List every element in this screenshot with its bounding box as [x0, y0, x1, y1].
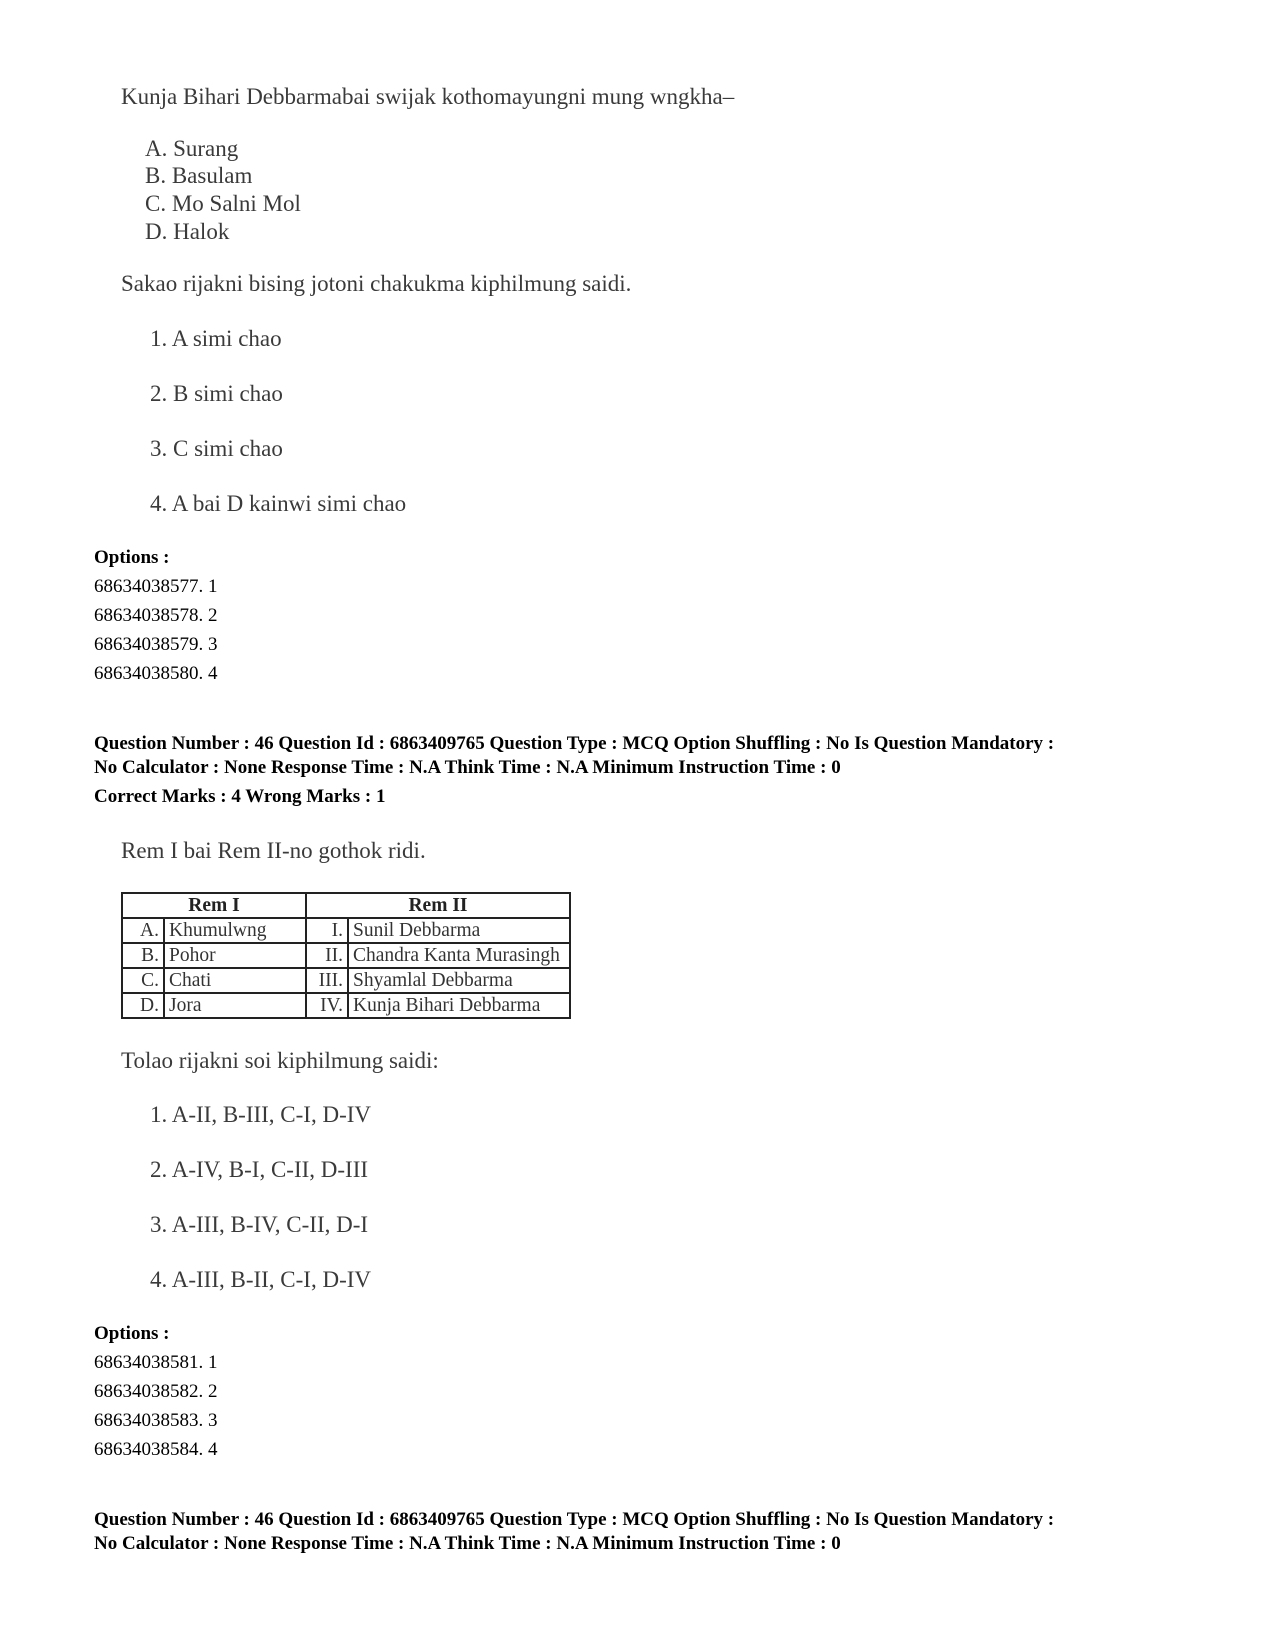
table-cell: Sunil Debbarma — [348, 918, 570, 943]
question-meta-line: Question Number : 46 Question Id : 6863409765 Question Type : MCQ Option Shuffling : No Is Question Mandatory : — [94, 733, 1055, 754]
list-item: B. Basulam — [145, 163, 253, 188]
table-cell: D. — [122, 993, 164, 1018]
table-cell: I. — [306, 918, 348, 943]
option-item: 68634038577. 1 — [94, 576, 218, 597]
question-prompt: Sakao rijakni bising jotoni chakukma kiphilmung saidi. — [121, 271, 632, 296]
choice-item: 1. A-II, B-III, C-I, D-IV — [150, 1102, 371, 1127]
choice-item: 2. B simi chao — [150, 381, 283, 406]
list-item: A. Surang — [145, 136, 239, 161]
choice-item: 3. A-III, B-IV, C-II, D-I — [150, 1212, 369, 1237]
choice-item: 4. A bai D kainwi simi chao — [150, 491, 407, 516]
table-header-row — [122, 893, 570, 918]
table-row — [122, 943, 570, 968]
table-cell: Jora — [164, 993, 306, 1018]
table-cell: A. — [122, 918, 164, 943]
table-cell: Chandra Kanta Murasingh — [348, 943, 570, 968]
table-cell: Khumulwng — [164, 918, 306, 943]
table-cell: C. — [122, 968, 164, 993]
option-item: 68634038580. 4 — [94, 663, 218, 684]
question-prompt: Tolao rijakni soi kiphilmung saidi: — [121, 1048, 439, 1073]
options-label: Options : — [94, 1323, 170, 1344]
table-cell: II. — [306, 943, 348, 968]
table-header-cell: Rem II — [306, 893, 570, 918]
choice-item: 3. C simi chao — [150, 436, 283, 461]
question-meta-line: Question Number : 46 Question Id : 6863409765 Question Type : MCQ Option Shuffling : No Is Question Mandatory : — [94, 1509, 1055, 1530]
option-item: 68634038579. 3 — [94, 634, 218, 655]
option-item: 68634038582. 2 — [94, 1381, 218, 1402]
table-row — [122, 993, 570, 1018]
question-meta-line: No Calculator : None Response Time : N.A Think Time : N.A Minimum Instruction Time : 0 — [94, 1533, 841, 1554]
list-item: C. Mo Salni Mol — [145, 191, 301, 216]
table-cell: Pohor — [164, 943, 306, 968]
table-cell: Chati — [164, 968, 306, 993]
question-stem: Rem I bai Rem II-no gothok ridi. — [121, 838, 426, 863]
choice-item: 1. A simi chao — [150, 326, 282, 351]
option-item: 68634038584. 4 — [94, 1439, 218, 1460]
table-cell: III. — [306, 968, 348, 993]
table-row — [122, 918, 570, 943]
choice-item: 4. A-III, B-II, C-I, D-IV — [150, 1267, 371, 1292]
match-table — [121, 892, 571, 1019]
marks-line: Correct Marks : 4 Wrong Marks : 1 — [94, 786, 386, 807]
table-row — [122, 968, 570, 993]
table-cell: B. — [122, 943, 164, 968]
table-header-cell: Rem I — [122, 893, 306, 918]
table-cell: Kunja Bihari Debbarma — [348, 993, 570, 1018]
option-item: 68634038581. 1 — [94, 1352, 218, 1373]
option-item: 68634038583. 3 — [94, 1410, 218, 1431]
list-item: D. Halok — [145, 219, 230, 244]
choice-item: 2. A-IV, B-I, C-II, D-III — [150, 1157, 369, 1182]
question-meta-line: No Calculator : None Response Time : N.A Think Time : N.A Minimum Instruction Time : 0 — [94, 757, 841, 778]
table-cell: IV. — [306, 993, 348, 1018]
question-stem: Kunja Bihari Debbarmabai swijak kothomayungni mung wngkha– — [121, 84, 735, 109]
table-cell: Shyamlal Debbarma — [348, 968, 570, 993]
options-label: Options : — [94, 547, 170, 568]
option-item: 68634038578. 2 — [94, 605, 218, 626]
